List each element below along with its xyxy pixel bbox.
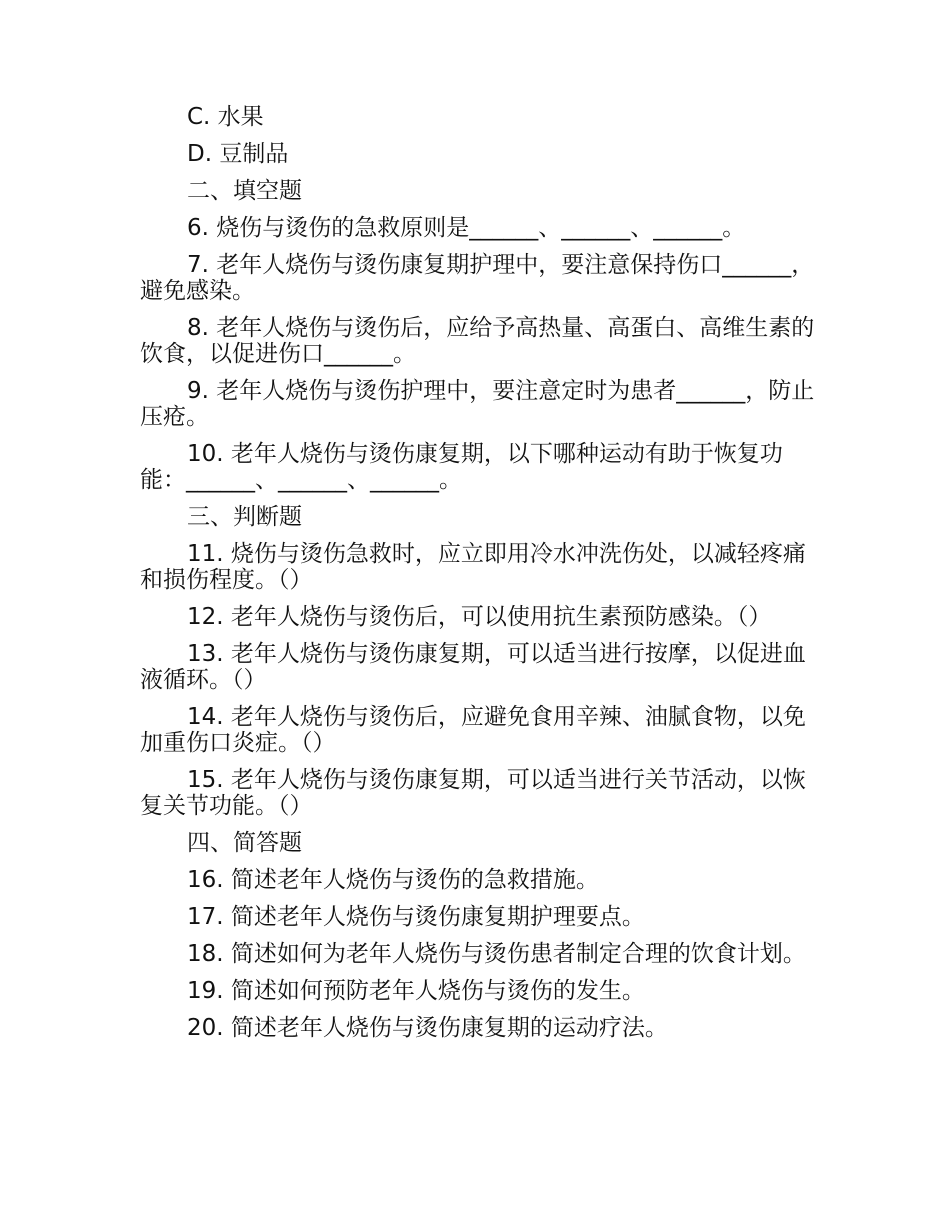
question-18: 18. 简述如何为老年人烧伤与烫伤患者制定合理的饮食计划。 (187, 941, 806, 967)
question-15: 15. 老年人烧伤与烫伤康复期，可以适当进行关节活动，以恢复关节功能。（） (140, 767, 806, 819)
question-8: 8. 老年人烧伤与烫伤后，应给予高热量、高蛋白、高维生素的饮食，以促进伤口______。 (140, 315, 815, 367)
option-d: D. 豆制品 (187, 141, 289, 167)
question-13: 13. 老年人烧伤与烫伤康复期，可以适当进行按摩，以促进血液循环。（） (140, 641, 806, 693)
question-16: 16. 简述老年人烧伤与烫伤的急救措施。 (187, 867, 599, 893)
question-7: 7. 老年人烧伤与烫伤康复期护理中，要注意保持伤口______，避免感染。 (140, 252, 815, 304)
question-17: 17. 简述老年人烧伤与烫伤康复期护理要点。 (187, 904, 645, 930)
question-10: 10. 老年人烧伤与烫伤康复期，以下哪种运动有助于恢复功能：______、______、______。 (140, 441, 783, 493)
section-title-short-answer: 四、简答题 (187, 830, 302, 856)
section-title-fill-blank: 二、填空题 (187, 178, 302, 204)
question-11: 11. 烧伤与烫伤急救时，应立即用冷水冲洗伤处，以减轻疼痛和损伤程度。（） (140, 541, 806, 593)
document-content (140, 104, 820, 1052)
question-20: 20. 简述老年人烧伤与烫伤康复期的运动疗法。 (187, 1015, 668, 1041)
question-6: 6. 烧伤与烫伤的急救原则是______、______、______。 (187, 215, 746, 241)
section-title-true-false: 三、判断题 (187, 504, 302, 530)
option-c: C. 水果 (187, 104, 264, 130)
question-12: 12. 老年人烧伤与烫伤后，可以使用抗生素预防感染。（） (187, 604, 772, 630)
question-9: 9. 老年人烧伤与烫伤护理中，要注意定时为患者______，防止压疮。 (140, 378, 815, 430)
question-14: 14. 老年人烧伤与烫伤后，应避免食用辛辣、油腻食物，以免加重伤口炎症。（） (140, 704, 806, 756)
question-19: 19. 简述如何预防老年人烧伤与烫伤的发生。 (187, 978, 645, 1004)
